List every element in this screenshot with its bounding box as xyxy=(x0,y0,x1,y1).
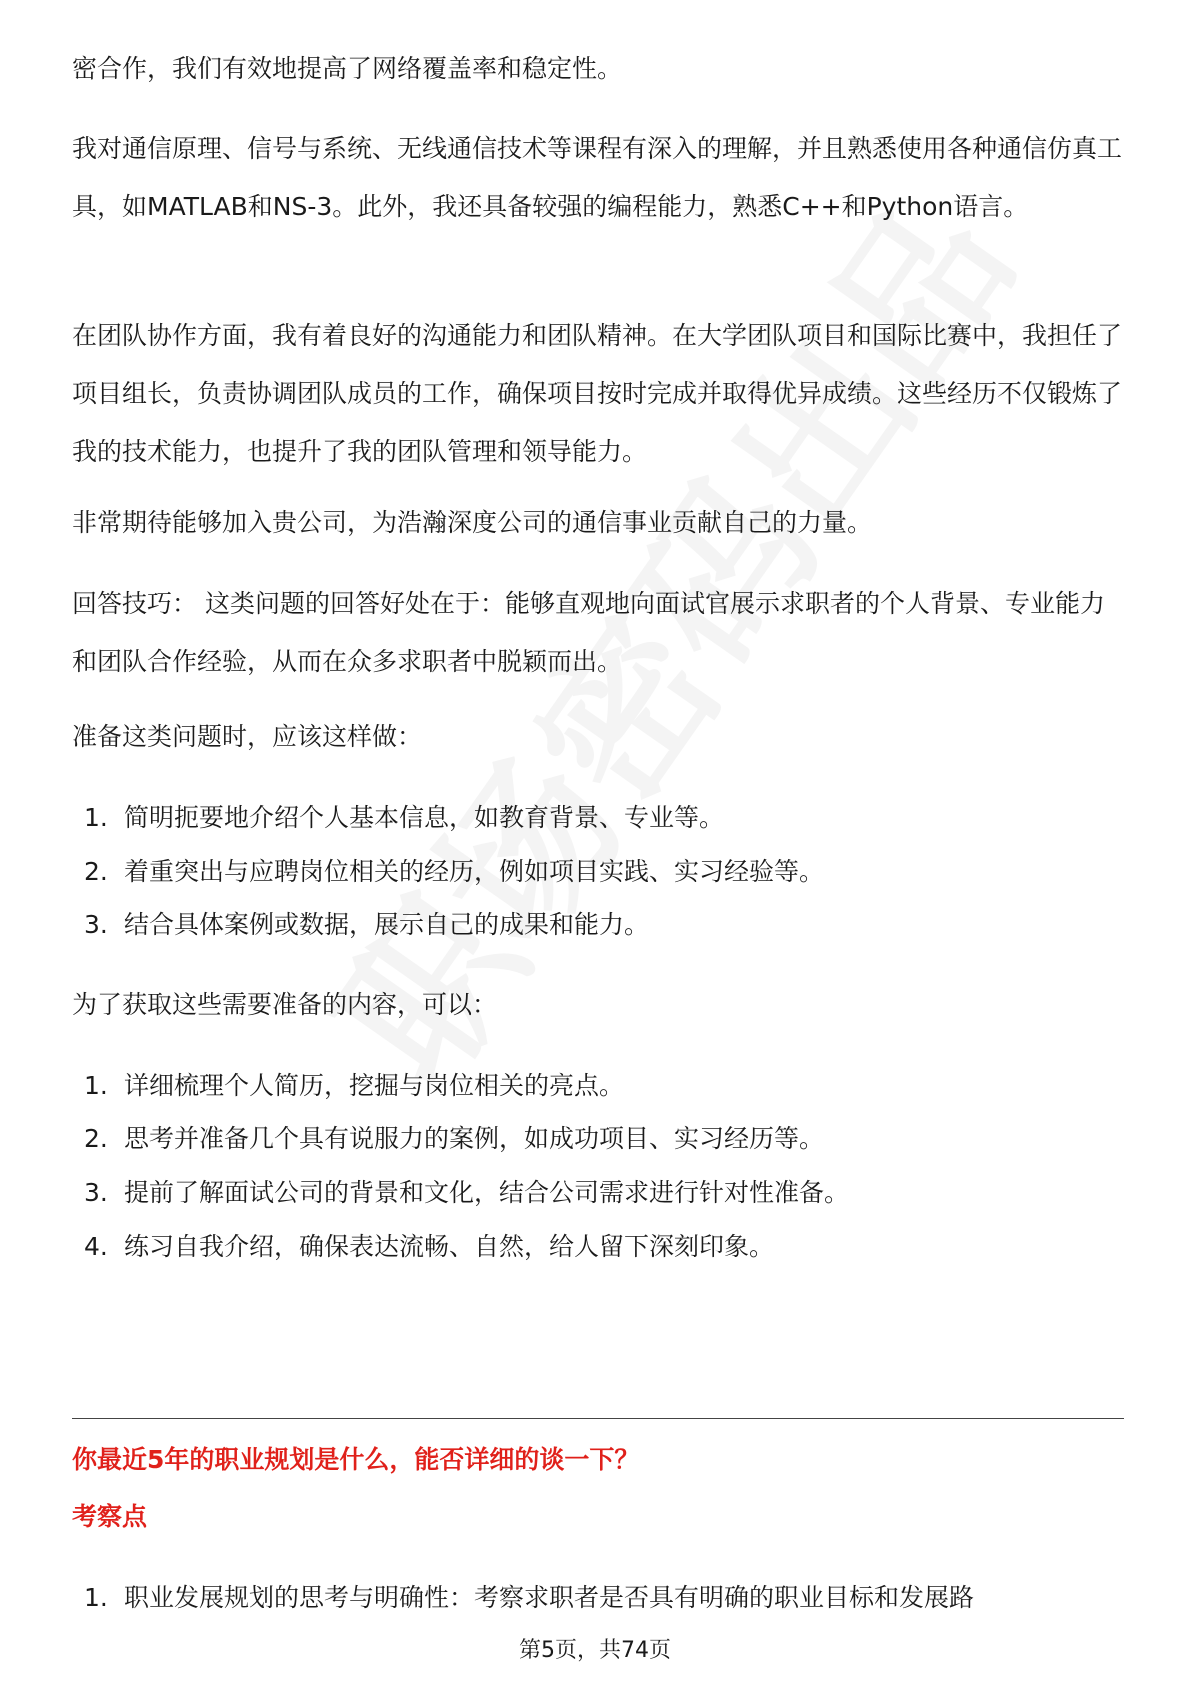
question-subtitle: 考察点 xyxy=(72,1502,148,1531)
paragraph-closing: 非常期待能够加入贵公司，为浩瀚深度公司的通信事业贡献自己的力量。 xyxy=(72,508,873,537)
list-item: 3. 提前了解面试公司的背景和文化，结合公司需求进行针对性准备。 xyxy=(84,1178,850,1207)
section-divider xyxy=(72,1418,1124,1419)
list-item: 4. 练习自我介绍，确保表达流畅、自然，给人留下深刻印象。 xyxy=(84,1232,775,1261)
page-number-footer: 第5页，共74页 xyxy=(519,1638,671,1663)
list-item: 2. 思考并准备几个具有说服力的案例，如成功项目、实习经历等。 xyxy=(84,1124,825,1153)
paragraph-continuation: 密合作，我们有效地提高了网络覆盖率和稳定性。 xyxy=(72,54,623,83)
paragraph-skills: 我对通信原理、信号与系统、无线通信技术等课程有深入的理解，并且熟悉使用各种通信仿真工具，如MATLAB和NS-3。此外，我还具备较强的编程能力，熟悉C++和Python语言。 xyxy=(72,134,1123,221)
paragraph-gather-intro: 为了获取这些需要准备的内容，可以： xyxy=(72,990,498,1019)
list-item: 1. 详细梳理个人简历，挖掘与岗位相关的亮点。 xyxy=(84,1071,625,1100)
paragraph-teamwork: 在团队协作方面，我有着良好的沟通能力和团队精神。在大学团队项目和国际比赛中，我担任了项目组长，负责协调团队成员的工作，确保项目按时完成并取得优异成绩。这些经历不仅锻炼了我的技术能力，也提升了我的团队管理和领导能力。 xyxy=(72,321,1123,466)
paragraph-answer-tips: 回答技巧： 这类问题的回答好处在于：能够直观地向面试官展示求职者的个人背景、专业能力和团队合作经验，从而在众多求职者中脱颖而出。 xyxy=(72,589,1105,676)
list-item: 2. 着重突出与应聘岗位相关的经历，例如项目实践、实习经验等。 xyxy=(84,857,825,886)
paragraph-prepare-intro: 准备这类问题时，应该这样做： xyxy=(72,722,423,751)
list-item: 1. 简明扼要地介绍个人基本信息，如教育背景、专业等。 xyxy=(84,803,725,832)
question-title: 你最近5年的职业规划是什么，能否详细的谈一下？ xyxy=(72,1445,640,1474)
list-item: 3. 结合具体案例或数据，展示自己的成果和能力。 xyxy=(84,910,650,939)
list-item: 1. 职业发展规划的思考与明确性：考察求职者是否具有明确的职业目标和发展路 xyxy=(84,1583,975,1612)
